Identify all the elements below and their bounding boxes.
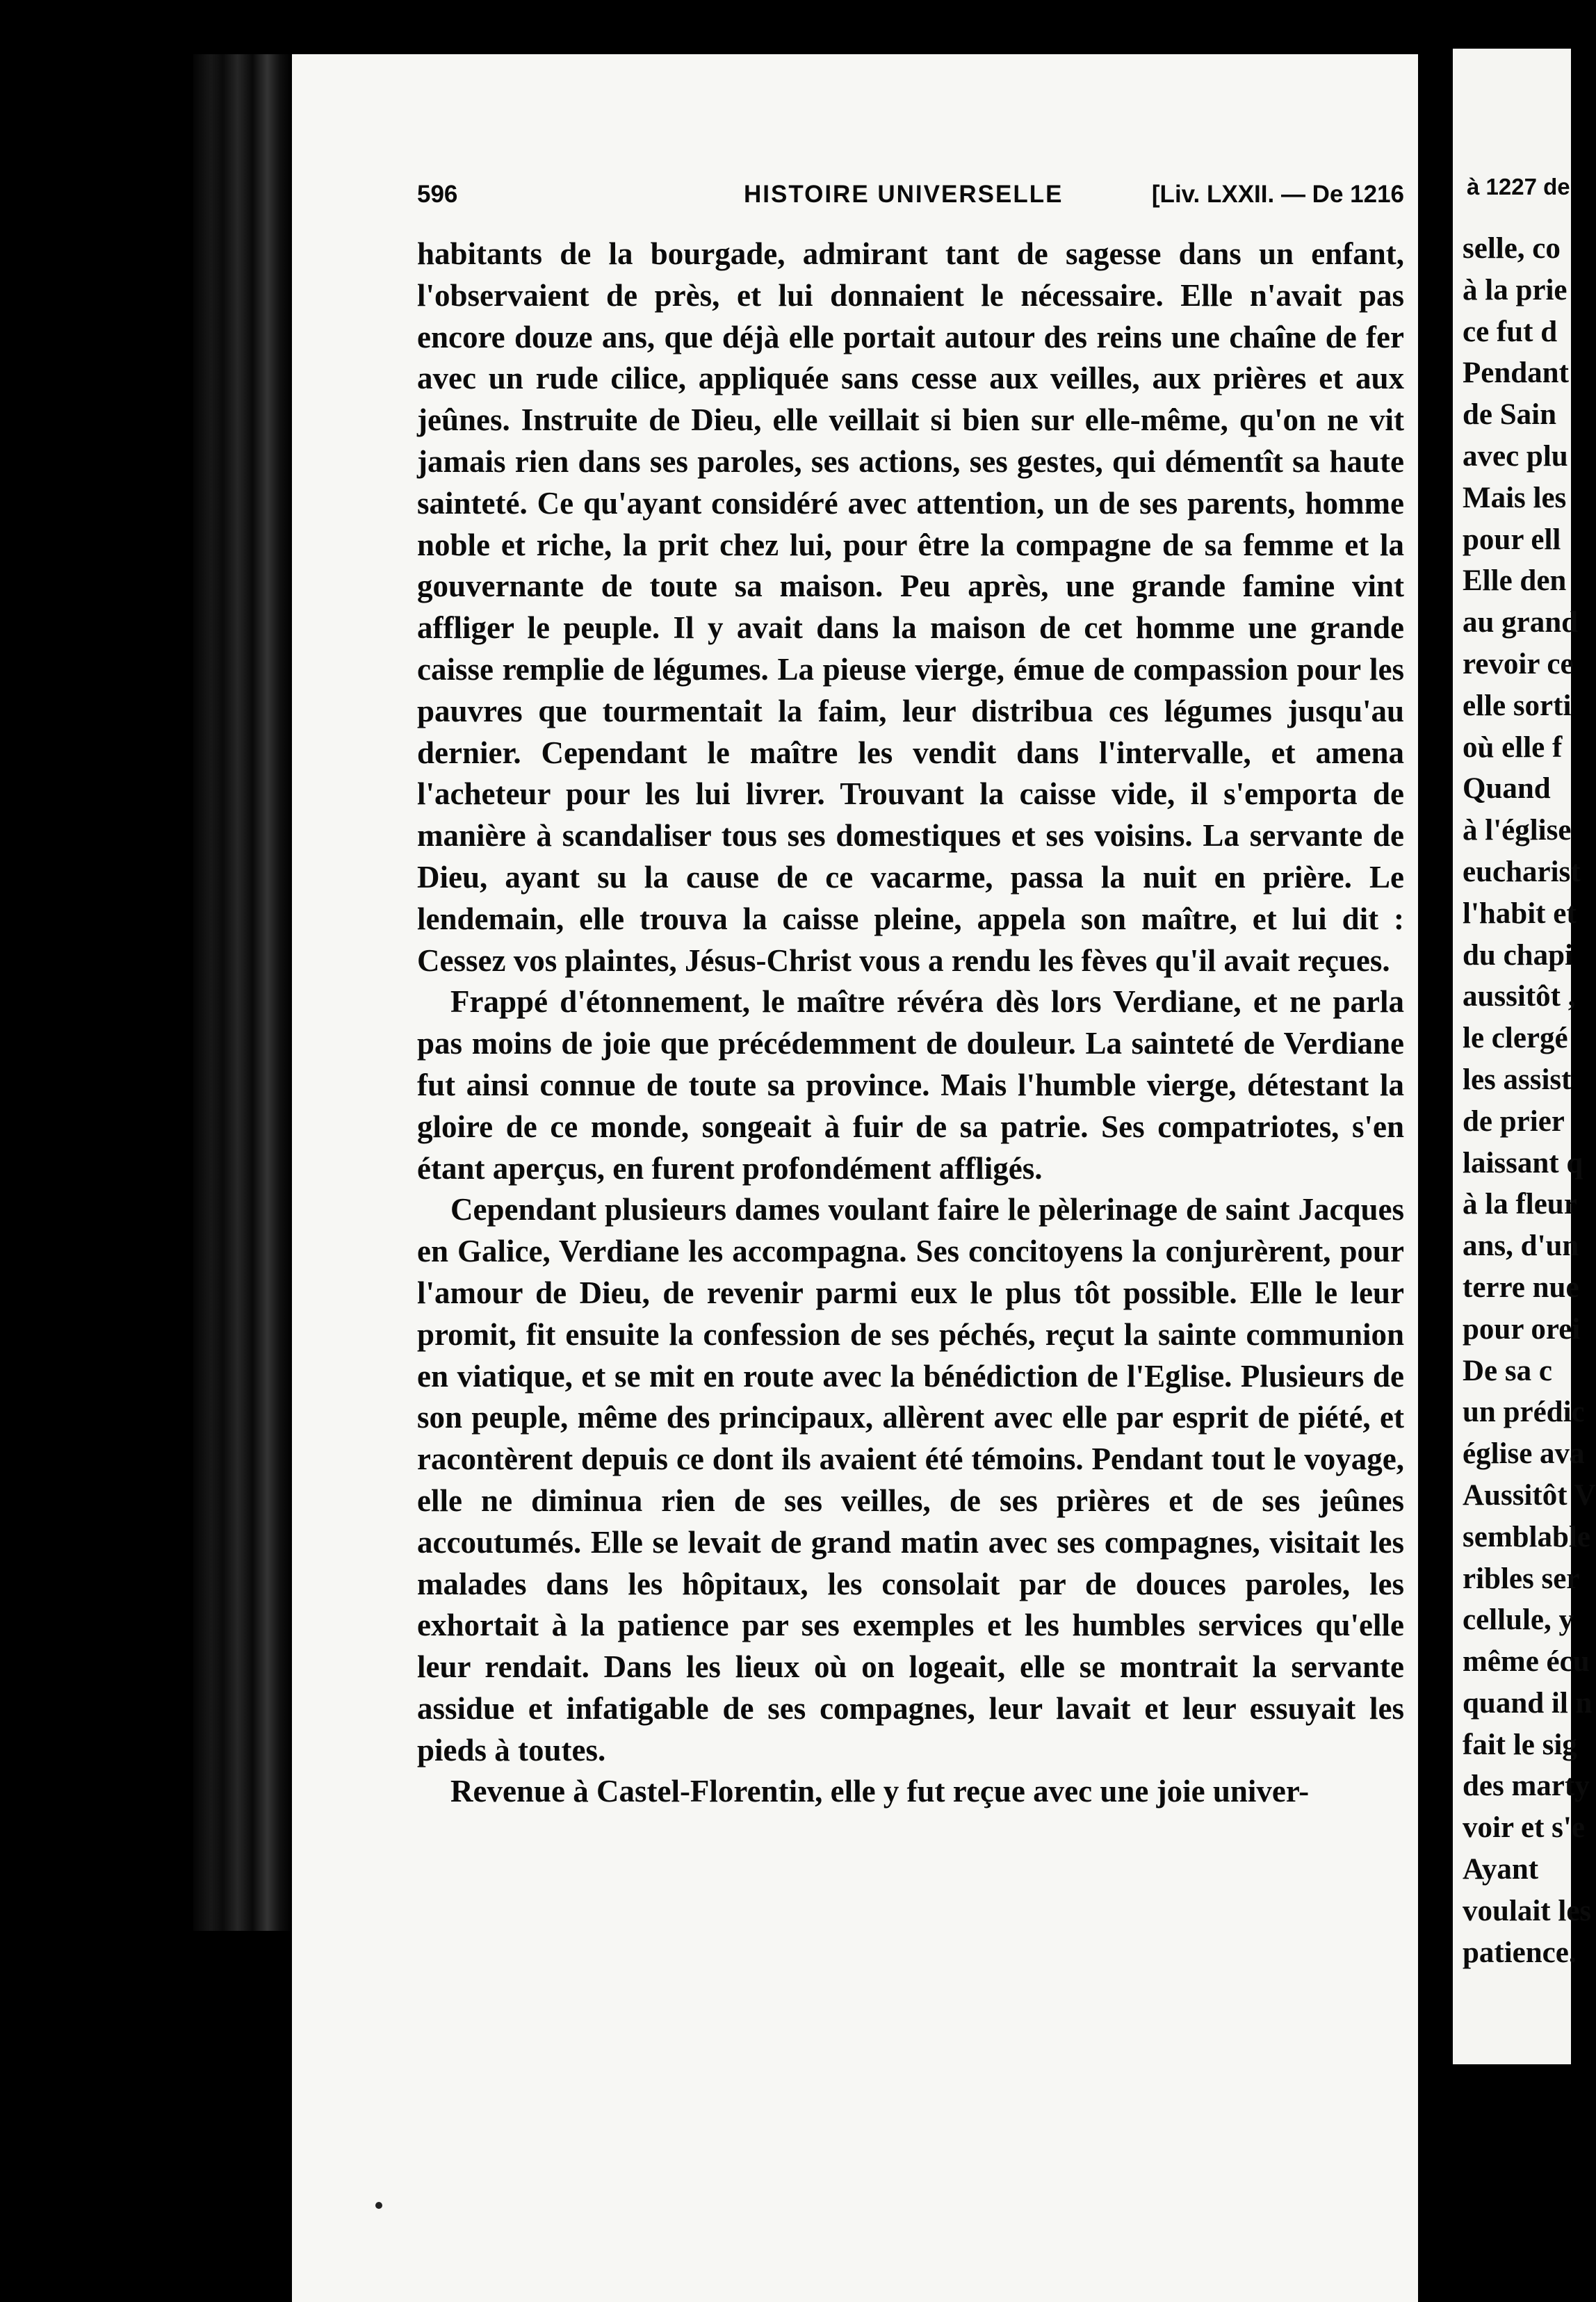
facing-page-line: du chapi (1463, 938, 1573, 972)
running-header (417, 181, 1404, 222)
paragraph: Frappé d'étonnement, le maître révéra dès lors Verdiane, et ne parla pas moins de joie que précédemment de douleur. La sainteté de Verdiane fut ainsi connue de toute sa province. Mais l'humble vierge, détestant la gloire de ce monde, songeait à fuir de sa patrie. Ses compatriotes, s'en étant aperçus, en furent profondément affligés. (417, 984, 1404, 1186)
page-edge-shadow (193, 54, 292, 1931)
facing-page-line: ce fut d (1463, 315, 1558, 348)
facing-page-line: à la fleur (1463, 1188, 1577, 1221)
facing-page-line: elle sorti (1463, 689, 1572, 722)
facing-page-line: revoir ce (1463, 647, 1574, 680)
facing-page-line: de Sain (1463, 398, 1557, 432)
facing-page-line: Pendant (1463, 357, 1569, 390)
facing-page-line: laissant q (1463, 1146, 1583, 1179)
facing-page-line: De sa c (1463, 1354, 1552, 1387)
facing-page-line: même écu (1463, 1645, 1590, 1679)
facing-page-line: voir et s'e (1463, 1811, 1585, 1845)
facing-page-line: l'habit et (1463, 897, 1577, 930)
facing-page-line: ribles ser (1463, 1562, 1580, 1595)
paragraph: habitants de la bourgade, admirant tant de sagesse dans un enfant, l'observaient de près, et lui donnaient le nécessaire. Elle n'avait pas encore douze ans, que déjà elle portait autour des reins une chaîne de fer avec un rude cilice, appliquée sans cesse aux veilles, aux prières et aux jeûnes. Instruite de Dieu, elle veillait si bien sur elle-même, qu'on ne vit jamais rien dans ses paroles, ses actions, ses gestes, qui démentît sa haute sainteté. Ce qu'ayant considéré avec attention, un de ses parents, homme noble et riche, la prit chez lui, pour être la compagne de sa femme et la gouvernante de toute sa maison. Peu après, une grande famine vint affliger le peuple. Il y avait dans la maison de cet homme une grande caisse remplie de légumes. La pieuse vierge, émue de compassion pour les pauvres que tourmentait la faim, leur distribua ces légumes jusqu'au dernier. Cependant le maître les vendit dans l'intervalle, et amena l'acheteur pour les lui livrer. Trouvant la caisse vide, il s'emporta de manière à scandaliser tous ses domestiques et ses voisins. La servante de Dieu, ayant su la cause de ce vacarme, passa la nuit en prière. Le lendemain, elle trouva la caisse pleine, appela son maître, et lui dit : Cessez vos plaintes, Jésus-Christ vous a rendu les fèves qu'il avait reçues. (417, 236, 1404, 978)
facing-page-line: un prédic (1463, 1396, 1585, 1429)
facing-page-line: terre nue (1463, 1271, 1579, 1304)
facing-page-line: église ava (1463, 1437, 1585, 1471)
facing-page-line: à l'église (1463, 814, 1572, 847)
facing-page-line: au grand (1463, 606, 1579, 639)
facing-page-line: pour ell (1463, 523, 1561, 556)
paragraph: Revenue à Castel-Florentin, elle y fut reçue avec une joie univer- (450, 1774, 1310, 1809)
facing-page-line: Quand (1463, 772, 1551, 806)
facing-page-line: de prier (1463, 1104, 1565, 1138)
facing-page-line: Ayant (1463, 1853, 1539, 1886)
body-text (417, 234, 1404, 1813)
facing-page-line: les assist (1463, 1063, 1572, 1096)
facing-page-line: pour orei (1463, 1312, 1581, 1346)
facing-page-text (1463, 228, 1596, 1973)
facing-page-line: Aussitôt V (1463, 1478, 1596, 1512)
facing-page-line: eucharist (1463, 855, 1581, 888)
facing-page-line: à la prie (1463, 273, 1568, 307)
facing-page-line: quand il n (1463, 1686, 1593, 1720)
facing-page-line: des marty (1463, 1770, 1590, 1803)
book-reference: [Liv. LXXII. — De 1216 (1151, 181, 1404, 208)
facing-page-line: où elle f (1463, 730, 1563, 764)
facing-page-line: fait le sig (1463, 1728, 1577, 1761)
paragraph: Cependant plusieurs dames voulant faire le pèlerinage de saint Jacques en Galice, Verdiane les accompagna. Ses concitoyens la conjurèrent, pour l'amour de Dieu, de revenir parmi eux le plus tôt possible. Elle le leur promit, fit ensuite la confession de ses péchés, reçut la sainte communion en viatique, et se mit en route avec la bénédiction de l'Eglise. Plusieurs de son peuple, même des principaux, allèrent avec elle par esprit de piété, et racontèrent depuis ce dont ils avaient été témoins. Pendant tout le voyage, elle ne diminua rien de ses veilles, de ses prières et de ses jeûnes accoutumés. Elle se levait de grand matin avec ses compagnes, visitait les malades dans les hôpitaux, les consolait par de douces paroles, les exhortait à la patience par ses exemples et les humbles services qu'elle leur rendait. Dans les lieux où on logeait, elle se montrait la servante assidue et infatigable de ses compagnes, leur lavait et leur essuyait les pieds à toutes. (417, 1192, 1404, 1768)
facing-page-line: Elle den (1463, 564, 1567, 598)
page-number: 596 (417, 181, 458, 208)
facing-page-line: avec plu (1463, 439, 1568, 473)
facing-page-line: le clergé (1463, 1022, 1568, 1055)
facing-page-line: semblable (1463, 1520, 1590, 1553)
facing-page-line: cellule, y (1463, 1603, 1574, 1637)
facing-page-line: patience. (1463, 1936, 1577, 1969)
facing-page-line: aussitôt , (1463, 980, 1576, 1013)
facing-page (1453, 49, 1596, 2064)
ink-speck (375, 2202, 382, 2209)
facing-page-line: ans, d'un (1463, 1230, 1579, 1263)
book-page (292, 54, 1418, 2302)
running-title: HISTOIRE UNIVERSELLE (744, 181, 1064, 208)
facing-page-line: voulait les (1463, 1894, 1592, 1927)
facing-page-line: selle, co (1463, 232, 1561, 265)
facing-page-line: Mais les (1463, 481, 1567, 514)
book-gutter (1418, 0, 1453, 2302)
facing-page-header: à 1227 de (1467, 174, 1570, 199)
